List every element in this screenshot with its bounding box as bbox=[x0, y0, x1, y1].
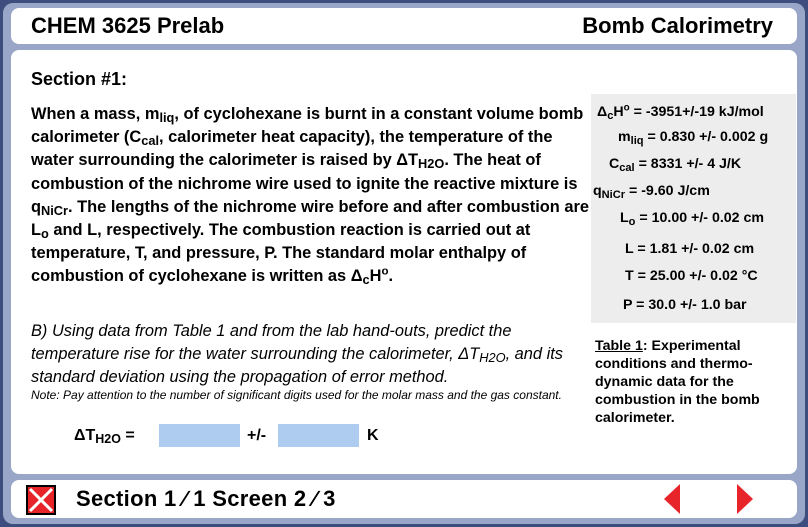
table-cell: o bbox=[628, 215, 636, 228]
table-caption-text: : Experimental conditions and thermo-dynamic data for the combustion in the bomb calorimeter. bbox=[595, 338, 760, 426]
table-row bbox=[625, 241, 754, 257]
table-cell: = -3951+/-19 kJ/mol bbox=[629, 104, 764, 120]
triangle-left-icon bbox=[662, 483, 682, 515]
para-text: and L, respectively. The combustion reaction is carried out at temperature, T, and pressure, P. The standard molar enthalpy of combustion of cyclohexane is written as Δ bbox=[31, 221, 531, 286]
previous-screen-button[interactable] bbox=[662, 483, 682, 515]
para-text: H bbox=[369, 267, 382, 286]
question-b bbox=[31, 320, 576, 388]
answer-label-main: ΔT bbox=[74, 427, 96, 444]
table-cell: = 25.00 +/- 0.02 °C bbox=[633, 268, 758, 284]
answer-label bbox=[74, 427, 135, 445]
para-superscript: o bbox=[381, 265, 389, 278]
note-text: Note: Pay attention to the number of significant digits used for the molar mass and the gas constant. bbox=[31, 388, 562, 402]
para-text: . bbox=[388, 267, 394, 286]
triangle-right-icon bbox=[735, 483, 755, 515]
table-cell: L bbox=[625, 241, 634, 257]
table-caption bbox=[595, 337, 790, 427]
problem-statement bbox=[31, 103, 591, 289]
table-cell: = 8331 +/- 4 J/K bbox=[634, 156, 742, 172]
table-row bbox=[618, 129, 768, 145]
table-cell: L bbox=[620, 210, 629, 226]
question-text: , and its standard deviation using the propagation of error method. bbox=[31, 344, 563, 386]
close-icon bbox=[28, 487, 54, 513]
table-cell: liq bbox=[630, 134, 644, 147]
table-cell: = 30.0 +/- 1.0 bar bbox=[632, 297, 747, 313]
table-cell: H bbox=[613, 104, 624, 120]
para-subscript: liq bbox=[159, 110, 175, 126]
para-text: When a mass, m bbox=[31, 105, 160, 123]
table-cell: = 10.00 +/- 0.02 cm bbox=[635, 210, 765, 226]
table-cell: Δ bbox=[597, 104, 608, 120]
table-cell: o bbox=[623, 102, 630, 114]
para-text: , calorimeter heat capacity), the temperature of the water surrounding the calorimeter is raised by ΔT bbox=[31, 128, 553, 170]
std-dev-input[interactable] bbox=[278, 424, 359, 447]
table-cell: = 0.830 +/- 0.002 g bbox=[643, 129, 769, 145]
header-bar bbox=[11, 8, 797, 44]
para-subscript: cal bbox=[141, 133, 160, 149]
plus-minus-label: +/- bbox=[247, 427, 267, 444]
delta-t-input[interactable] bbox=[159, 424, 240, 447]
question-subscript: H2O bbox=[479, 349, 506, 365]
table-cell: C bbox=[609, 156, 620, 172]
table-cell: NiCr bbox=[601, 188, 626, 201]
screen-indicator: Section 1 ∕ 1 Screen 2 ∕ 3 bbox=[76, 486, 336, 511]
table-cell: q bbox=[593, 183, 602, 199]
answer-label-sub: H2O bbox=[95, 432, 121, 447]
content-panel bbox=[11, 50, 797, 474]
question-text: B) Using data from Table 1 and from the lab hand-outs, predict the temperature rise for the water surrounding the calorimeter, ΔT bbox=[31, 322, 512, 363]
table-cell: P bbox=[623, 297, 633, 313]
table-cell: T bbox=[625, 268, 634, 284]
table-caption-label: Table 1 bbox=[595, 338, 643, 354]
next-screen-button[interactable] bbox=[735, 483, 755, 515]
table-cell: m bbox=[618, 129, 631, 145]
para-subscript: o bbox=[41, 226, 49, 242]
table-row bbox=[625, 268, 758, 284]
table-row bbox=[609, 156, 741, 172]
table-row bbox=[593, 183, 710, 199]
course-title: CHEM 3625 Prelab bbox=[31, 13, 225, 38]
section-heading: Section #1: bbox=[31, 69, 128, 89]
close-button[interactable] bbox=[26, 485, 56, 515]
topic-title: Bomb Calorimetry bbox=[582, 13, 773, 38]
para-subscript: H2O bbox=[418, 156, 445, 172]
footer-bar bbox=[11, 480, 797, 518]
table-row bbox=[597, 104, 764, 120]
table-row bbox=[620, 210, 764, 226]
answer-label-eq: = bbox=[120, 427, 135, 444]
table-cell: cal bbox=[619, 161, 635, 174]
para-subscript: c bbox=[362, 272, 370, 288]
para-subscript: NiCr bbox=[41, 203, 69, 218]
table-cell: = 1.81 +/- 0.02 cm bbox=[633, 241, 755, 257]
table-row bbox=[623, 297, 747, 313]
para-text: . The lengths of the nichrome wire before and after combustion are L bbox=[31, 197, 589, 240]
para-text: . The heat of combustion of the nichrome wire used to ignite the reactive mixture is q bbox=[31, 151, 578, 216]
unit-label: K bbox=[367, 427, 379, 444]
table-cell: c bbox=[607, 109, 614, 122]
table-cell: = -9.60 J/cm bbox=[625, 183, 710, 199]
para-text: , of cyclohexane is burnt in a constant volume bomb calorimeter (C bbox=[31, 105, 584, 147]
